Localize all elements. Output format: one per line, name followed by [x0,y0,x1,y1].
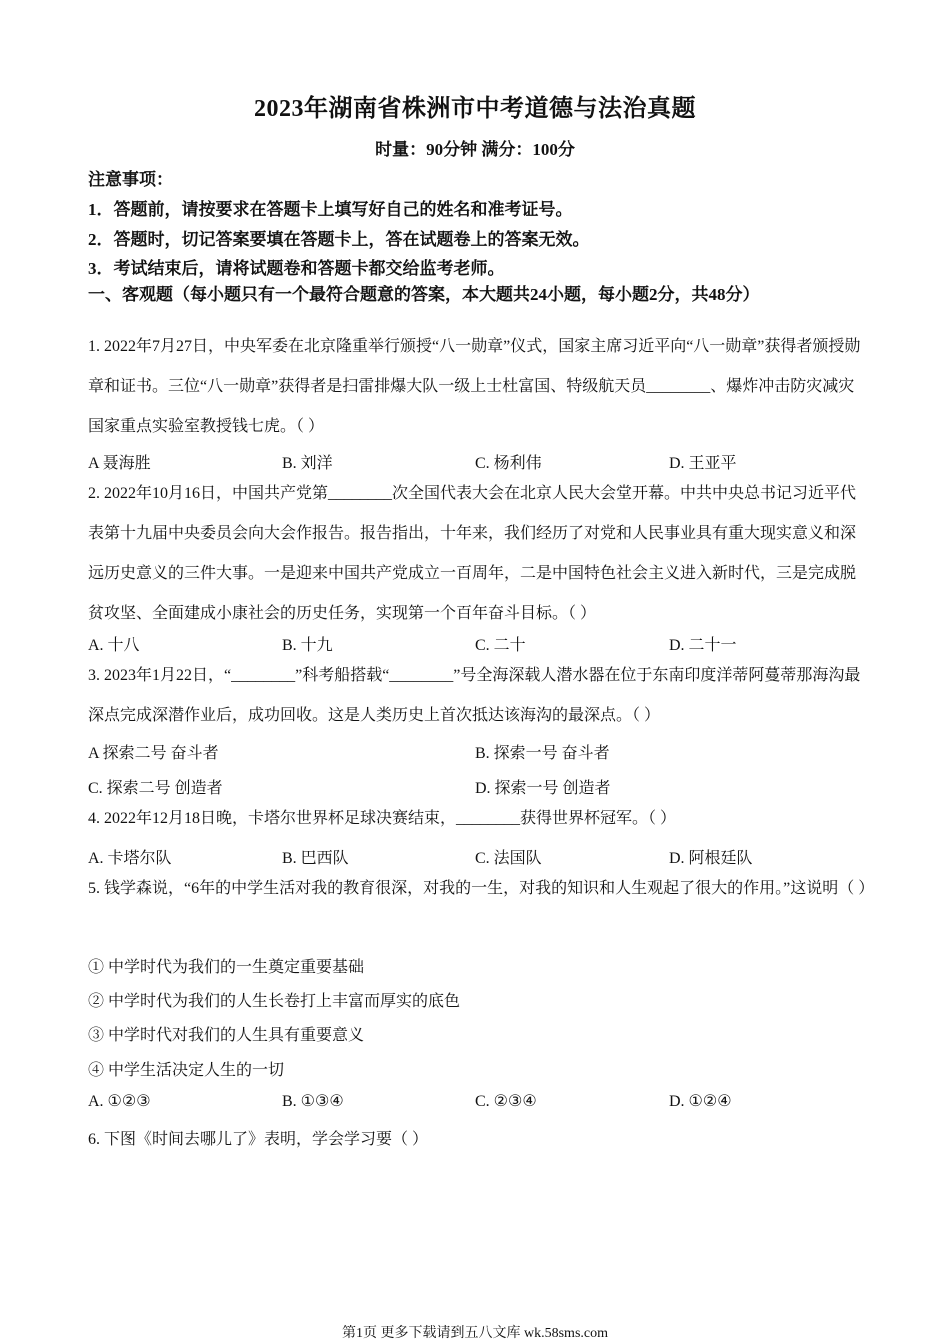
option-c[interactable]: C. 杨利伟 [475,455,542,472]
notice-item-3: 3．考试结束后，请将试题卷和答题卡都交给监考老师。 [88,259,505,278]
option-b[interactable]: B. ①③④ [282,1093,344,1110]
question-3-options-row-1 [88,740,868,768]
notice-heading: 注意事项： [88,170,173,189]
exam-title: 2023年湖南省株洲市中考道德与法治真题 [254,96,696,122]
option-c[interactable]: C. 二十 [475,637,526,654]
option-d[interactable]: D. 王亚平 [669,455,737,472]
option-a[interactable]: A. ①②③ [88,1093,151,1110]
statement-4: ④ 中学生活决定人生的一切 [88,1062,285,1079]
option-b[interactable]: B. 巴西队 [282,850,349,867]
question-5-text: 5. 钱学森说，“6年的中学生活对我的教育很深，对我的一生，对我的知识和人生观起了很大的作用。”这说明（ ） [88,880,875,897]
question-4-text: 4. 2022年12月18日晚，卡塔尔世界杯足球决赛结束，________获得世界杯冠军。（ ） [88,810,677,827]
page-footer: 第1页 更多下载请到五八文库 wk.58sms.com [342,1326,608,1341]
exam-duration-score: 时量：90分钟 满分：100分 [375,140,575,159]
section-heading-objective: 一、客观题（每小题只有一个最符合题意的答案，本大题共24小题，每小题2分，共48分） [88,285,760,304]
option-a[interactable]: A 探索二号 奋斗者 [88,745,219,762]
option-a[interactable]: A. 十八 [88,637,140,654]
option-c[interactable]: C. 法国队 [475,850,542,867]
option-b[interactable]: B. 刘洋 [282,455,333,472]
statement-3: ③ 中学时代对我们的人生具有重要意义 [88,1027,365,1044]
option-c[interactable]: C. ②③④ [475,1093,537,1110]
option-a[interactable]: A 聂海胜 [88,455,151,472]
option-c[interactable]: C. 探索二号 创造者 [88,780,223,797]
statement-2: ② 中学时代为我们的人生长卷打上丰富而厚实的底色 [88,993,461,1010]
option-d[interactable]: D. 二十一 [669,637,737,654]
question-6-text: 6. 下图《时间去哪儿了》表明，学会学习要（ ） [88,1131,429,1148]
notice-item-2: 2．答题时，切记答案要填在答题卡上，答在试题卷上的答案无效。 [88,230,590,249]
question-2-text: 2. 2022年10月16日，中国共产党第________次全国代表大会在北京人民大会堂开幕。中共中央总书记习近平代表第十九届中央委员会向大会作报告。报告指出，十年来，我们经历了对党和人民事业具有重大现实意义和深远历史意义的三件大事。一是迎来中国共产党成立一百周年，二是中国特色社会主义进入新时代，三是完成脱贫攻坚、全面建成小康社会的历史任务，实现第一个百年奋斗目标。（ ） [88,485,857,622]
option-d[interactable]: D. 探索一号 创造者 [475,780,611,797]
option-d[interactable]: D. ①②④ [669,1093,732,1110]
option-b[interactable]: B. 十九 [282,637,333,654]
question-1-text: 1. 2022年7月27日，中央军委在北京隆重举行颁授“八一勋章”仪式，国家主席习近平向“八一勋章”获得者颁授勋章和证书。三位“八一勋章”获得者是扫雷排爆大队一级上士杜富国、特级航天员________、爆炸冲击防灾减灾国家重点实验室教授钱七虎。（ ） [88,338,861,435]
question-3-text: 3. 2023年1月22日，“________”科考船搭载“________”号全海深载人潜水器在位于东南印度洋蒂阿蔓蒂那海沟最深点完成深潜作业后，成功回收。这是人类历史上首次抵达该海沟的最深点。（ ） [88,667,861,724]
option-a[interactable]: A. 卡塔尔队 [88,850,172,867]
notice-item-1: 1．答题前，请按要求在答题卡上填写好自己的姓名和准考证号。 [88,200,573,219]
question-5-options [88,1091,868,1119]
option-b[interactable]: B. 探索一号 奋斗者 [475,745,610,762]
option-d[interactable]: D. 阿根廷队 [669,850,753,867]
statement-1: ① 中学时代为我们的一生奠定重要基础 [88,959,365,976]
